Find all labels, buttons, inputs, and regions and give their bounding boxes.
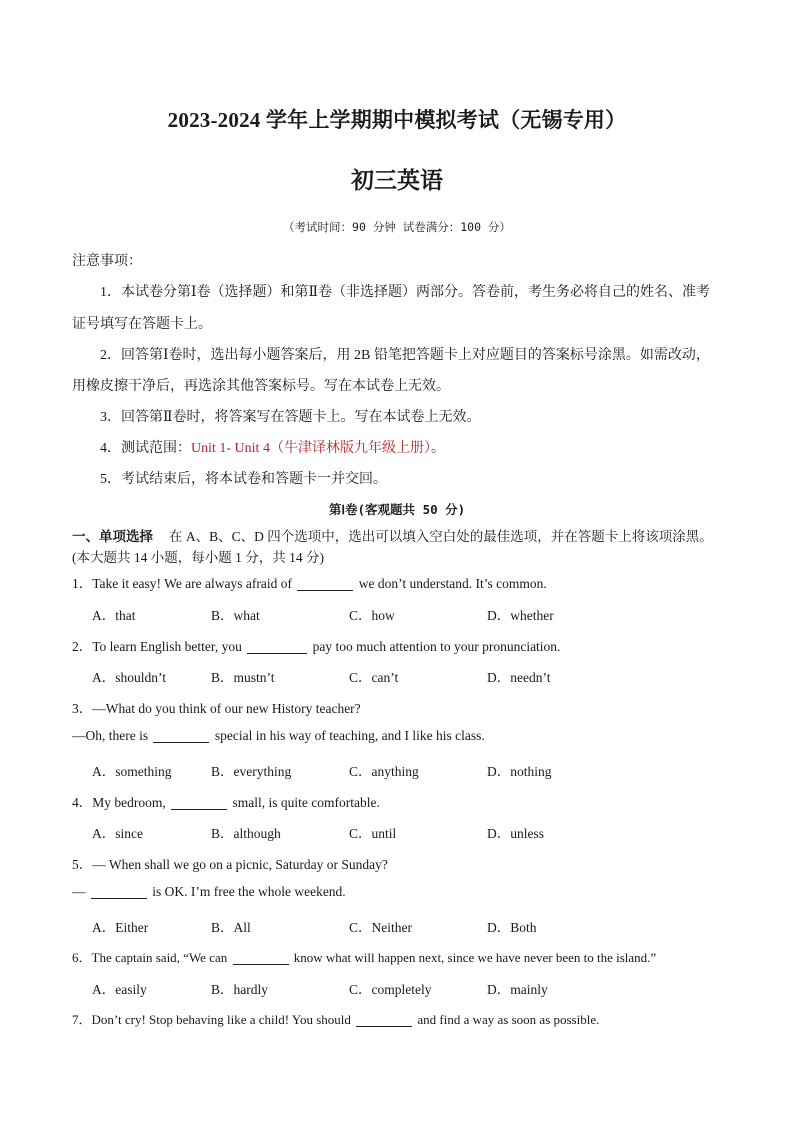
q2-option-b[interactable]: B．mustn’t bbox=[211, 670, 275, 685]
answer-blank bbox=[153, 728, 209, 743]
q5-stem-end: is OK. I’m free the whole weekend. bbox=[152, 884, 346, 899]
q3-stem: —Oh, there is bbox=[72, 728, 149, 743]
note-1b: 证号填写在答题卡上。 bbox=[72, 317, 212, 332]
q3-option-a[interactable]: A．something bbox=[92, 764, 172, 779]
q6-stem-end: know what will happen next, since we have never been to the island.” bbox=[293, 950, 657, 965]
page-title: 2023-2024 学年上学期期中模拟考试（无锡专用） bbox=[167, 108, 627, 132]
question-3-reply bbox=[72, 728, 485, 744]
q1-option-d[interactable]: D．whether bbox=[487, 608, 554, 623]
q6-option-c[interactable]: C．completely bbox=[349, 982, 432, 997]
question-7 bbox=[72, 1009, 599, 1028]
part-label: 一、单项选择 bbox=[72, 529, 153, 544]
q3-option-b[interactable]: B．everything bbox=[211, 764, 292, 779]
q1-stem: 1．Take it easy! We are always afraid of bbox=[72, 576, 292, 591]
note-4-prefix: 4．测试范围： bbox=[100, 441, 191, 456]
q2-option-d[interactable]: D．needn’t bbox=[487, 670, 551, 685]
question-5: 5．— When shall we go on a picnic, Saturday or Sunday? bbox=[72, 857, 388, 872]
question-2 bbox=[72, 635, 560, 655]
question-5-reply bbox=[72, 884, 346, 900]
part-desc: 在 A、B、C、D 四个选项中，选出可以填入空白处的最佳选项，并在答题卡上将该项涂黑。 bbox=[169, 529, 713, 544]
q6-option-a[interactable]: A．easily bbox=[92, 982, 147, 997]
q4-option-c[interactable]: C．until bbox=[349, 826, 397, 841]
note-4-range: Unit 1- Unit 4（牛津译林版九年级上册） bbox=[191, 441, 431, 456]
q4-option-d[interactable]: D．unless bbox=[487, 826, 544, 841]
q2-option-c[interactable]: C．can’t bbox=[349, 670, 399, 685]
question-6 bbox=[72, 947, 656, 966]
answer-blank bbox=[171, 795, 227, 810]
q4-option-b[interactable]: B．although bbox=[211, 826, 281, 841]
q3-option-c[interactable]: C．anything bbox=[349, 764, 419, 779]
q4-stem-end: small, is quite comfortable. bbox=[232, 795, 380, 810]
q2-option-a[interactable]: A．shouldn’t bbox=[92, 670, 167, 685]
q1-option-b[interactable]: B．what bbox=[211, 608, 260, 623]
question-3: 3．—What do you think of our new History teacher? bbox=[72, 701, 361, 716]
note-2b: 用橡皮擦干净后，再选涂其他答案标号。写在本试卷上无效。 bbox=[72, 379, 450, 394]
q4-option-a[interactable]: A．since bbox=[92, 826, 143, 841]
answer-blank bbox=[247, 639, 307, 654]
q6-option-d[interactable]: D．mainly bbox=[487, 982, 548, 997]
q5-option-a[interactable]: A．Either bbox=[92, 920, 149, 935]
part-note: (本大题共 14 小题，每小题 1 分，共 14 分) bbox=[72, 550, 324, 565]
section-title: 第Ⅰ卷(客观题共 50 分) bbox=[328, 502, 466, 517]
page-subtitle: 初三英语 bbox=[351, 168, 443, 193]
note-5: 5．考试结束后，将本试卷和答题卡一并交回。 bbox=[100, 472, 387, 487]
q5-option-d[interactable]: D．Both bbox=[487, 920, 537, 935]
q2-stem: 2．To learn English better, you bbox=[72, 639, 242, 654]
notes-heading: 注意事项： bbox=[72, 254, 142, 269]
note-1a: 1．本试卷分第Ⅰ卷（选择题）和第Ⅱ卷（非选择题）两部分。答卷前，考生务必将自己的姓名、准考 bbox=[100, 285, 711, 300]
answer-blank bbox=[297, 576, 353, 591]
q3-option-d[interactable]: D．nothing bbox=[487, 764, 552, 779]
q6-option-b[interactable]: B．hardly bbox=[211, 982, 268, 997]
answer-blank bbox=[233, 950, 289, 965]
question-4 bbox=[72, 791, 380, 811]
q7-stem-end: and find a way as soon as possible. bbox=[417, 1012, 600, 1027]
note-3: 3．回答第Ⅱ卷时，将答案写在答题卡上。写在本试卷上无效。 bbox=[100, 410, 481, 425]
q5-stem: — bbox=[72, 884, 86, 899]
q4-stem: 4．My bedroom, bbox=[72, 795, 166, 810]
note-4-suffix: 。 bbox=[430, 441, 445, 456]
q6-stem: 6．The captain said, “We can bbox=[72, 950, 228, 965]
q1-option-c[interactable]: C．how bbox=[349, 608, 395, 623]
note-4 bbox=[100, 437, 445, 457]
q3-stem-end: special in his way of teaching, and I like his class. bbox=[214, 728, 485, 743]
answer-blank bbox=[91, 884, 147, 899]
q5-option-b[interactable]: B．All bbox=[211, 920, 251, 935]
q1-stem-end: we don’t understand. It’s common. bbox=[358, 576, 547, 591]
exam-meta: （考试时间：90 分钟 试卷满分：100 分） bbox=[283, 220, 511, 234]
q1-option-a[interactable]: A．that bbox=[92, 608, 136, 623]
q7-stem: 7．Don’t cry! Stop behaving like a child! You should bbox=[72, 1012, 351, 1027]
answer-blank bbox=[356, 1012, 412, 1027]
q5-option-c[interactable]: C．Neither bbox=[349, 920, 412, 935]
part-instructions bbox=[72, 525, 713, 545]
q2-stem-end: pay too much attention to your pronunciation. bbox=[312, 639, 561, 654]
note-2a: 2．回答第Ⅰ卷时，选出每小题答案后，用 2B 铅笔把答题卡上对应题目的答案标号涂黑。如需改动， bbox=[100, 348, 710, 363]
question-1 bbox=[72, 572, 547, 592]
